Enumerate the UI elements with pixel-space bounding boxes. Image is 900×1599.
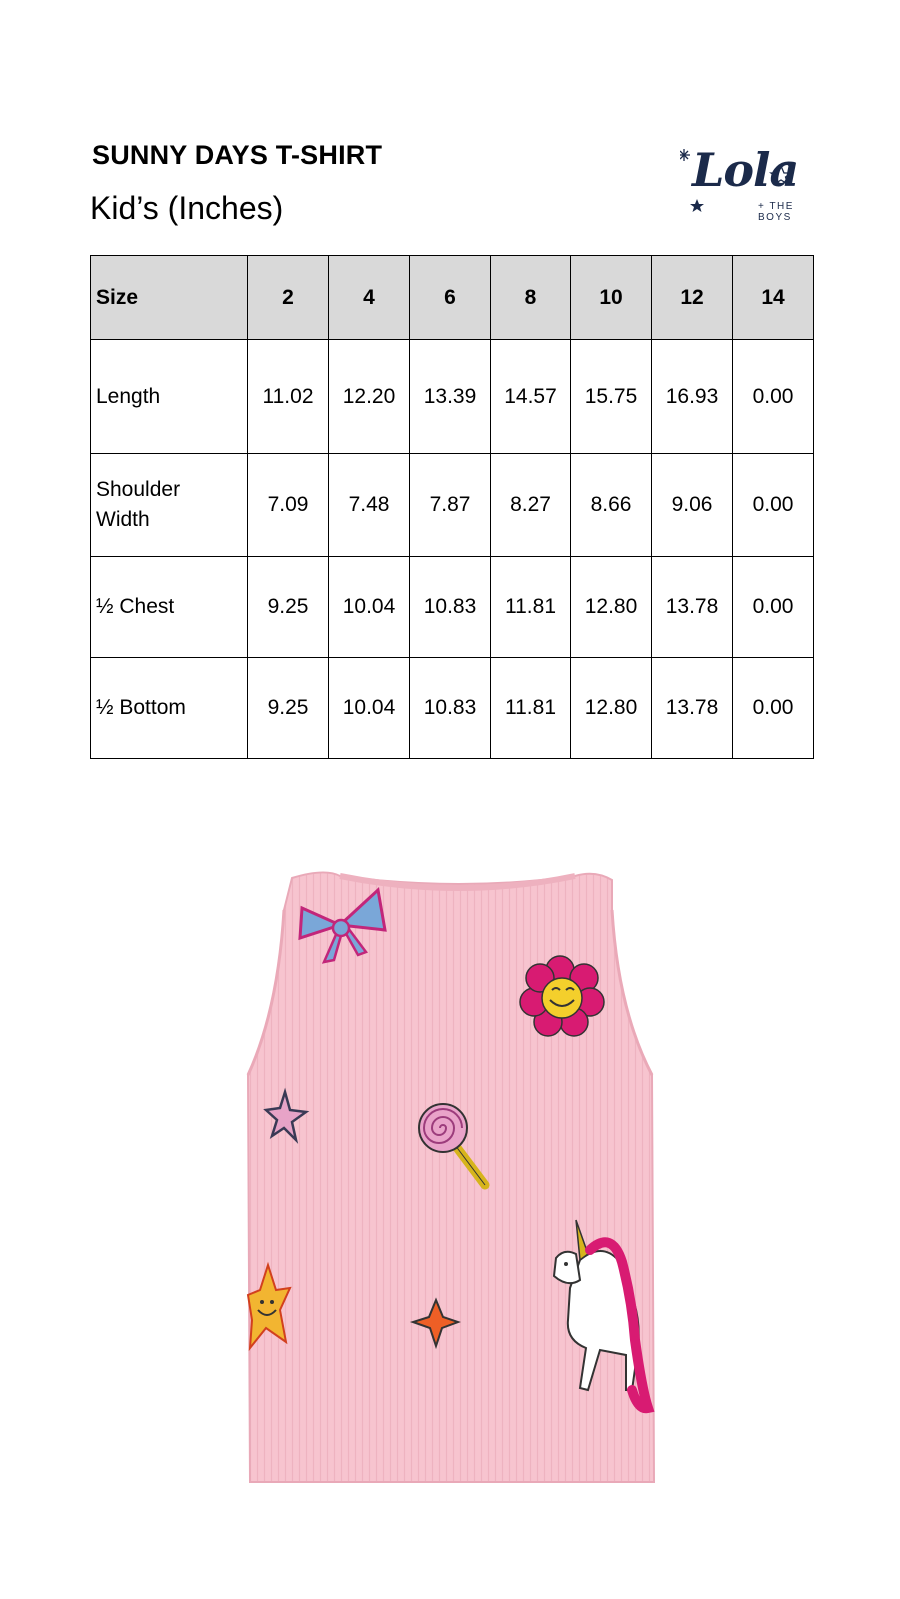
table-cell: 10.83: [410, 557, 491, 658]
table-cell: 11.81: [491, 557, 571, 658]
table-cell: 9.25: [248, 557, 329, 658]
table-cell: 10.83: [410, 658, 491, 759]
header-size-cell: 2: [248, 256, 329, 340]
row-label: Length: [91, 340, 248, 454]
logo-wordmark: Lola: [692, 143, 799, 197]
row-label: [91, 454, 248, 557]
table-cell: 11.81: [491, 658, 571, 759]
header-size-cell: 8: [491, 256, 571, 340]
header-size-cell: 12: [652, 256, 733, 340]
header-size-cell: 14: [733, 256, 814, 340]
product-title: SUNNY DAYS T-SHIRT: [92, 140, 383, 170]
table-cell: 10.04: [329, 658, 410, 759]
row-label: ½ Bottom: [91, 658, 248, 759]
header-size-cell: 4: [329, 256, 410, 340]
table-cell: 0.00: [733, 658, 814, 759]
table-cell: 12.80: [571, 557, 652, 658]
row-label: ½ Chest: [91, 557, 248, 658]
table-cell: 13.78: [652, 557, 733, 658]
brand-logo: [680, 143, 815, 223]
table-header-row: [91, 256, 814, 340]
table-cell: 8.27: [491, 454, 571, 557]
table-row: [91, 340, 814, 454]
header-size-cell: 10: [571, 256, 652, 340]
table-cell: 7.48: [329, 454, 410, 557]
row-label-line: Width: [96, 508, 150, 531]
table-cell: 10.04: [329, 557, 410, 658]
table-row: [91, 658, 814, 759]
row-label-line: Shoulder: [96, 478, 181, 501]
table-row: [91, 557, 814, 658]
table-cell: 7.87: [410, 454, 491, 557]
header-size-label: Size: [91, 256, 248, 340]
logo-subtext: + THE BOYS: [758, 201, 794, 223]
table-cell: 11.02: [248, 340, 329, 454]
table-row: [91, 454, 814, 557]
table-cell: 0.00: [733, 557, 814, 658]
header-size-cell: 6: [410, 256, 491, 340]
size-chart-subtitle: Kid’s (Inches): [90, 190, 284, 226]
size-chart-table: [90, 255, 814, 759]
table-cell: 7.09: [248, 454, 329, 557]
table-cell: 15.75: [571, 340, 652, 454]
table-cell: 9.06: [652, 454, 733, 557]
table-cell: 0.00: [733, 454, 814, 557]
table-cell: 9.25: [248, 658, 329, 759]
table-cell: 12.80: [571, 658, 652, 759]
table-cell: 13.78: [652, 658, 733, 759]
table-cell: 12.20: [329, 340, 410, 454]
table-cell: 13.39: [410, 340, 491, 454]
table-cell: 14.57: [491, 340, 571, 454]
table-cell: 8.66: [571, 454, 652, 557]
table-cell: 16.93: [652, 340, 733, 454]
pink-ribbed-tank-top-illustration: [240, 870, 680, 1530]
table-cell: 0.00: [733, 340, 814, 454]
